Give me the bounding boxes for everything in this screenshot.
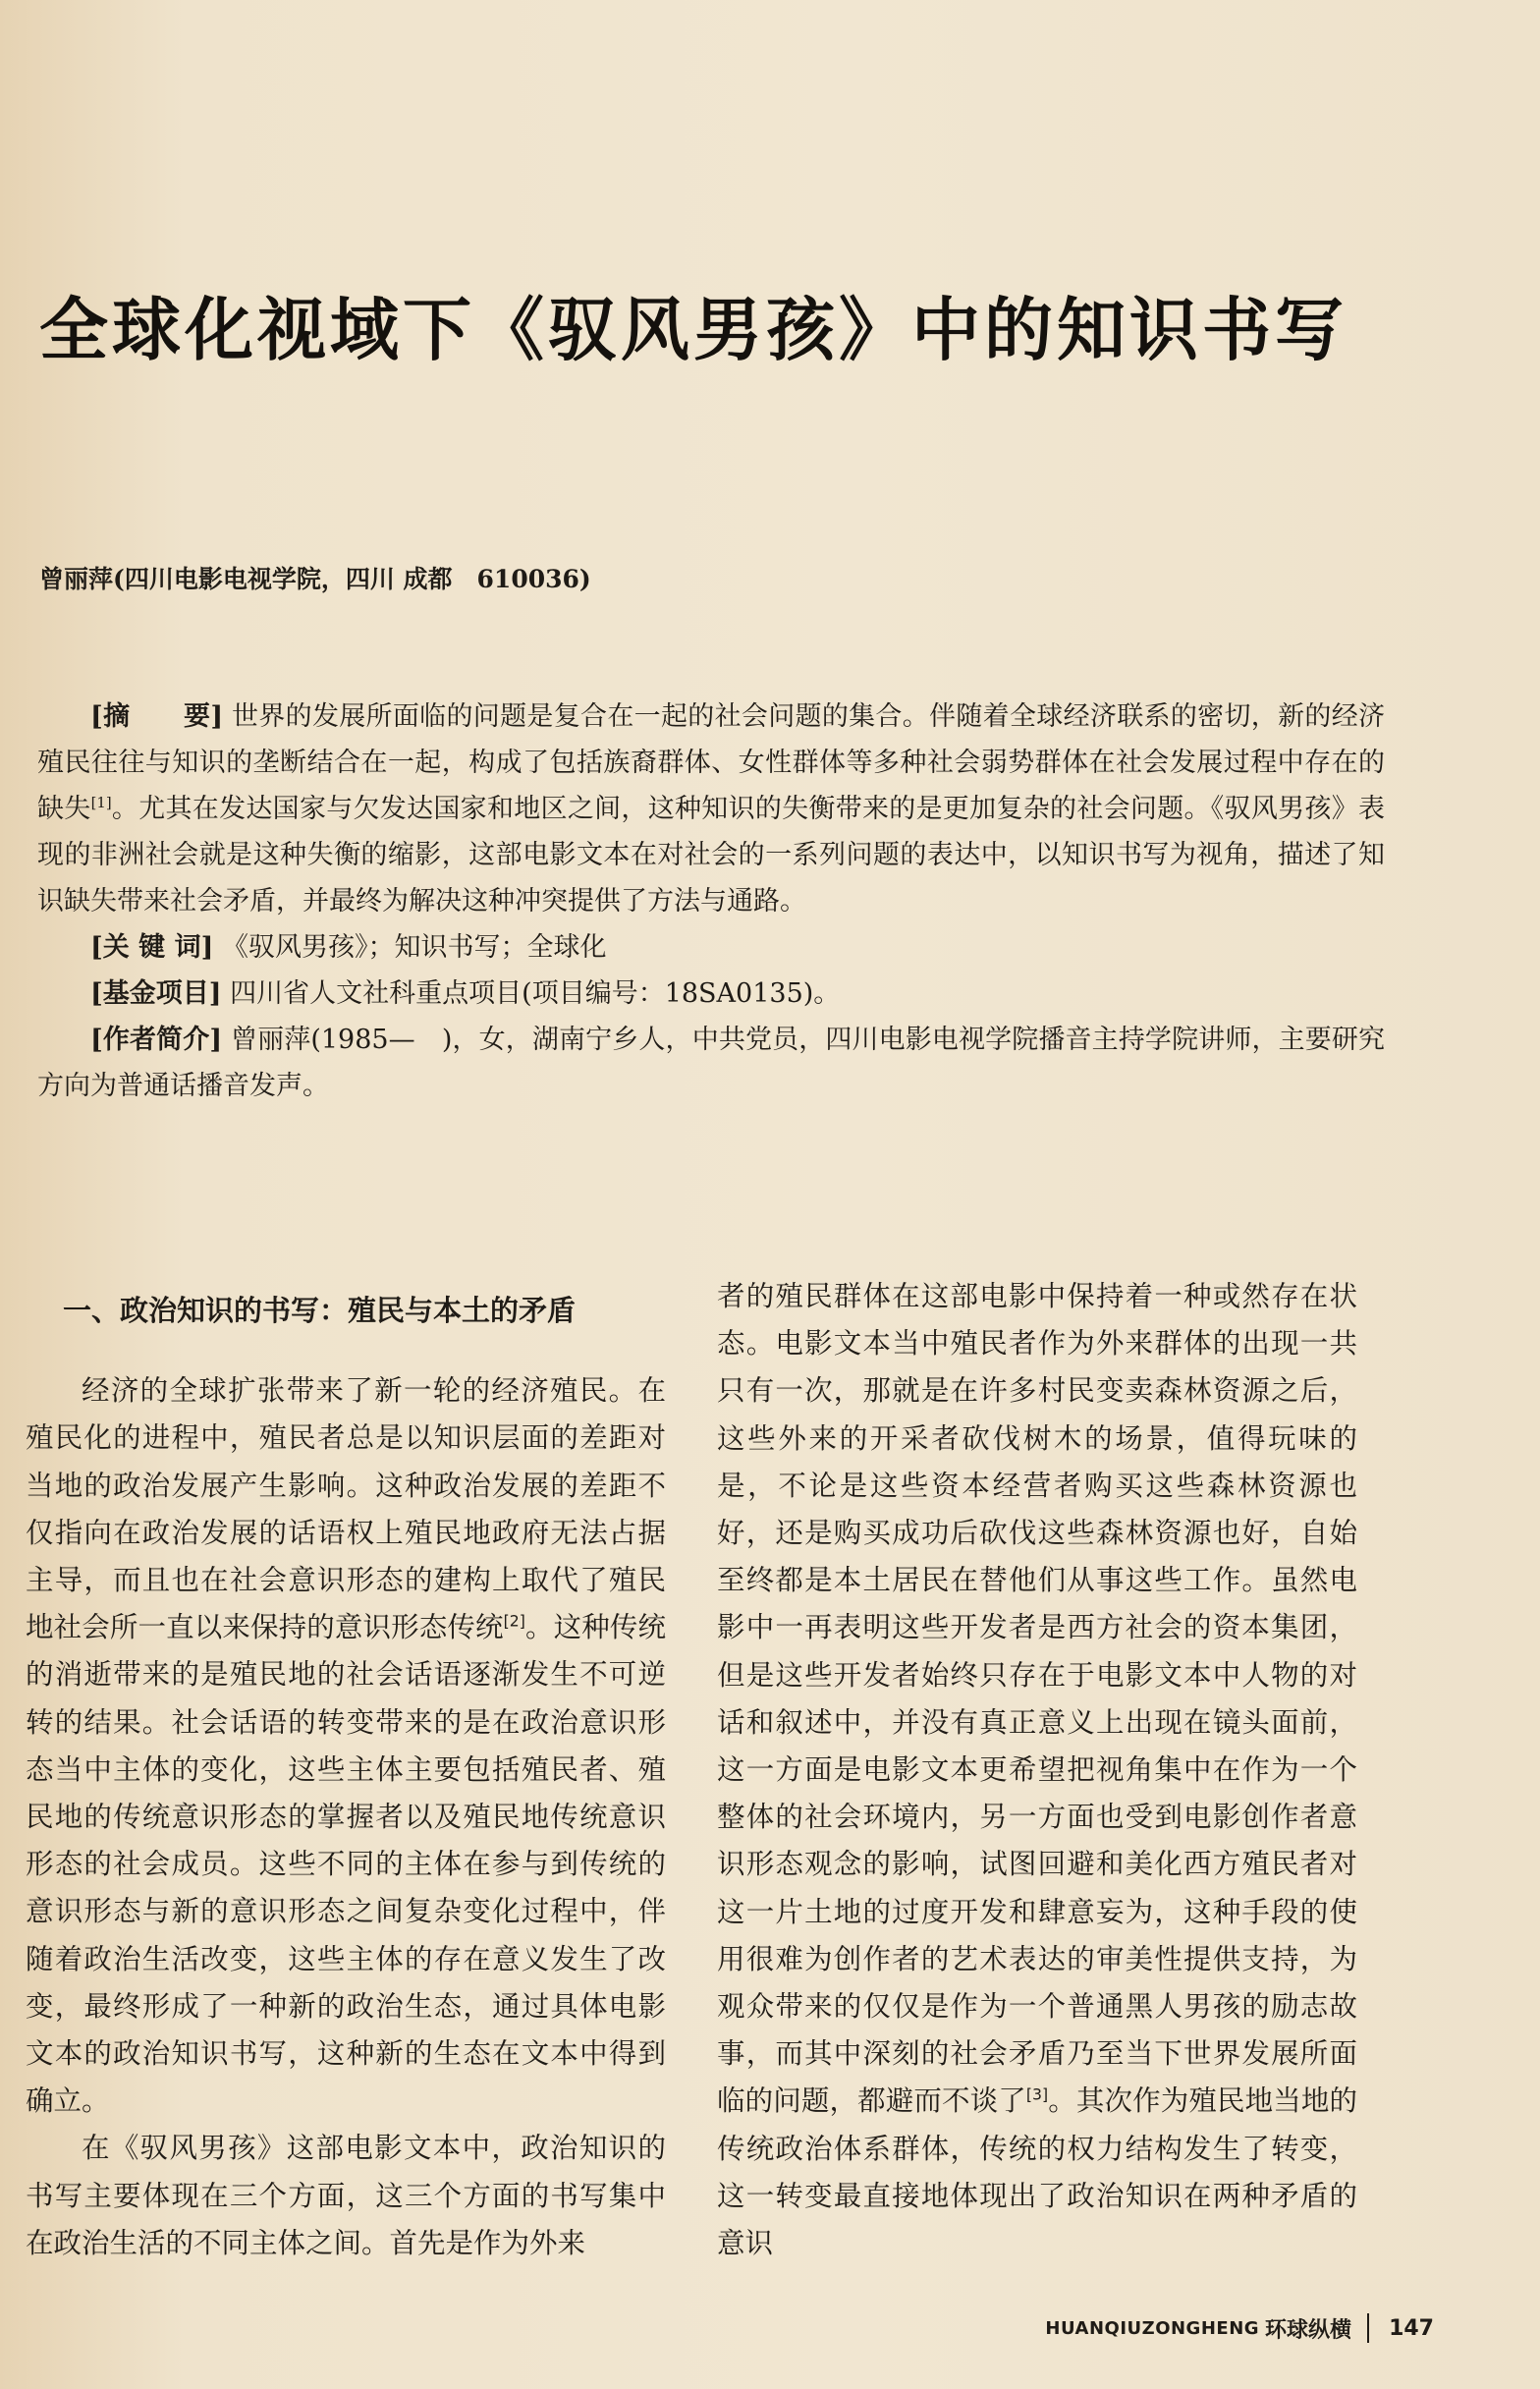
body-paragraph-3 (717, 1273, 1357, 2267)
body-text-continued: 。其次作为殖民地当地的传统政治体系群体，传统的权力结构发生了转变，这一转变最直接地体现出了政治知识在两种矛盾的意识 (717, 2084, 1357, 2260)
left-column (26, 1273, 666, 2267)
right-column (717, 1273, 1357, 2267)
body-columns (26, 1273, 1381, 2265)
body-paragraph-1 (26, 1367, 666, 2125)
author-affiliation: 曾丽萍(四川电影电视学院，四川 成都 610036) (39, 565, 591, 593)
keywords-text: 《驭风男孩》；知识书写；全球化 (221, 932, 607, 963)
fund-line (37, 971, 1385, 1017)
article-title: 全球化视域下《驭风男孩》中的知识书写 (39, 290, 1348, 370)
footer-divider (1367, 2313, 1369, 2343)
body-text: 经济的全球扩张带来了新一轮的经济殖民。在殖民化的进程中，殖民者总是以知识层面的差距对当地的政治发展产生影响。这种政治发展的差距不仅指向在政治发展的话语权上殖民地政府无法占据主导，而且也在社会意识形态的建构上取代了殖民地社会所一直以来保持的意识形态传统 (26, 1374, 666, 1644)
abstract-paragraph (37, 694, 1385, 924)
abstract-text: 世界的发展所面临的问题是复合在一起的社会问题的集合。伴随着全球经济联系的密切，新的经济殖民往往与知识的垄断结合在一起，构成了包括族裔群体、女性群体等多种社会弱势群体在社会发展过程中存在的缺失 (37, 701, 1386, 824)
body-text: 者的殖民群体在这部电影中保持着一种或然存在状态。电影文本当中殖民者作为外来群体的出现一共只有一次，那就是在许多村民变卖森林资源之后，这些外来的开采者砍伐树木的场景，值得玩味的是，不论是这些资本经营者购买这些森林资源也好，还是购买成功后砍伐这些森林资源也好，自始至终都是本土居民在替他们从事这些工作。虽然电影中一再表明这些开发者是西方社会的资本集团，但是这些开发者始终只存在于电影文本中人物的对话和叙述中，并没有真正意义上出现在镜头面前，这一方面是电影文本更希望把视角集中在作为一个整体的社会环境内，另一方面也受到电影创作者意识形态观念的影响，试图回避和美化西方殖民者对这一片土地的过度开发和肆意妄为，这种手段的使用很难为创作者的艺术表达的审美性提供支持，为观众带来的仅仅是作为一个普通黑人男孩的励志故事，而其中深刻的社会矛盾乃至当下世界发展所面临的问题，都避而不谈了 (717, 1280, 1357, 2118)
keywords-line (37, 924, 1385, 971)
fund-label: [基金项目] (90, 978, 222, 1009)
body-text-continued: 。这种传统的消逝带来的是殖民地的社会话语逐渐发生不可逆转的结果。社会话语的转变带来的是在政治意识形态当中主体的变化，这些主体主要包括殖民者、殖民地的传统意识形态的掌握者以及殖民地传统意识形态的社会成员。这些不同的主体在参与到传统的意识形态与新的意识形态之间复杂变化过程中，伴随着政治生活改变，这些主体的存在意义发生了改变，最终形成了一种新的政治生态，通过具体电影文本的政治知识书写，这种新的生态在文本中得到确立。 (26, 1611, 666, 2118)
page-footer (1021, 2308, 1434, 2348)
bio-text: 曾丽萍(1985— )，女，湖南宁乡人，中共党员，四川电影电视学院播音主持学院讲师，主要研究方向为普通话播音发声。 (37, 1025, 1385, 1101)
journal-name-english: HUANQIUZONGHENG (1045, 2317, 1260, 2339)
citation-ref-3: [3] (1025, 2084, 1049, 2104)
abstract-block (37, 694, 1385, 1109)
journal-name-chinese: 环球纵横 (1265, 2317, 1352, 2343)
bio-label: [作者简介] (90, 1025, 223, 1055)
abstract-text-continued: 。尤其在发达国家与欠发达国家和地区之间，这种知识的失衡带来的是更加复杂的社会问题。《驭风男孩》表现的非洲社会就是这种失衡的缩影，这部电影文本在对社会的一系列问题的表达中，以知识书写为视角，描述了知识缺失带来社会矛盾，并最终为解决这种冲突提供了方法与通路。 (37, 794, 1386, 917)
page-number: 147 (1389, 2315, 1434, 2341)
fund-text: 四川省人文社科重点项目(项目编号：18SA0135)。 (230, 978, 841, 1009)
body-paragraph-2: 在《驭风男孩》这部电影文本中，政治知识的书写主要体现在三个方面，这三个方面的书写集中在政治生活的不同主体之间。首先是作为外来 (26, 2132, 666, 2259)
author-bio (37, 1017, 1385, 1109)
citation-ref-1: [1] (90, 794, 112, 811)
citation-ref-2: [2] (503, 1611, 525, 1631)
section-heading: 一、政治知识的书写：殖民与本土的矛盾 (63, 1294, 577, 1327)
keywords-label: [关 键 词] (90, 932, 214, 963)
abstract-label: [摘 要] (90, 701, 224, 732)
